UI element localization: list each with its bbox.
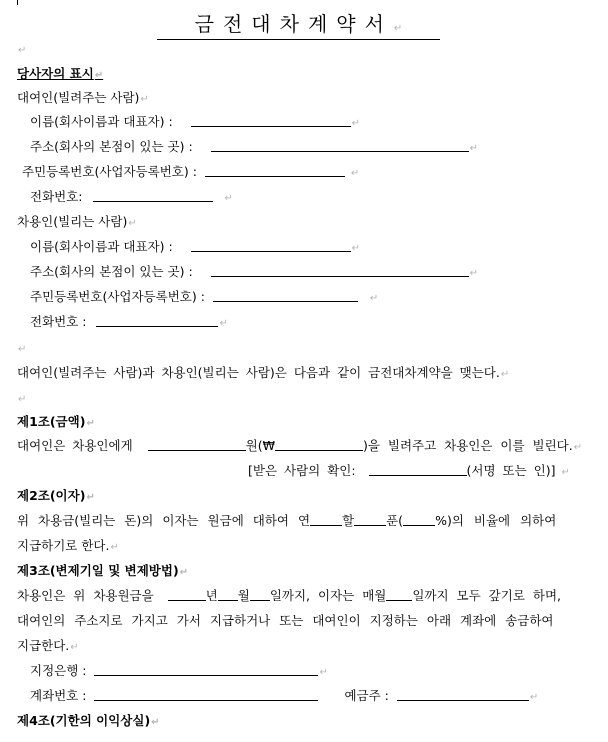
interest-pun-field[interactable] [354, 513, 386, 526]
due-month-field[interactable] [218, 588, 238, 601]
paragraph-mark-icon: ↵ [179, 567, 189, 578]
paragraph-mark-icon: ↵ [469, 143, 479, 154]
paragraph-mark-icon: ↵ [469, 268, 479, 279]
article2-text: 위 차용금(빌리는 돈)의 이자는 원금에 대하여 연 할 푼( %)의 비율에 의하여 [17, 513, 557, 528]
borrower-address-label: 주소(회사의 본점이 있는 곳) : [30, 264, 193, 279]
amount-korean-field[interactable] [148, 438, 246, 451]
paragraph-mark-icon: ↵ [573, 442, 583, 453]
paragraph-mark-icon: ↵ [500, 369, 510, 380]
paragraph-mark-icon: ↵ [140, 94, 149, 105]
paragraph-mark-icon: ↵ [393, 23, 403, 34]
borrower-address-row [30, 264, 478, 280]
lender-phone-label: 전화번호: [30, 189, 83, 204]
lender-name-row [30, 114, 360, 130]
borrower-phone-row [30, 314, 228, 330]
lender-id-label: 주민등록번호(사업자등록번호) : [22, 164, 197, 179]
paragraph-mark-icon: ↵ [319, 667, 328, 678]
account-holder-field[interactable] [397, 688, 529, 701]
paragraph-mark-icon: ↵ [18, 394, 27, 405]
amount-number-field[interactable] [275, 438, 363, 451]
borrower-name-field[interactable] [191, 239, 351, 252]
borrower-id-field[interactable] [213, 289, 358, 302]
article4-heading: 제4조(기한의 이익상실)↵ [17, 713, 160, 728]
interest-hal-field[interactable] [310, 513, 342, 526]
lender-address-row [30, 139, 478, 155]
paragraph-mark-icon: ↵ [369, 293, 379, 304]
borrower-id-label: 주민등록번호(사업자등록번호) : [30, 289, 205, 304]
borrower-id-row [30, 289, 378, 305]
article1-text: 대여인은 차용인에게 원(₩ )을 빌려주고 차용인은 이를 빌린다.↵ [17, 438, 583, 453]
paragraph-mark-icon: ↵ [86, 418, 95, 429]
paragraph-mark-icon: ↵ [128, 218, 137, 229]
article3-text: 차용인은 위 차용원금을 년 월 일까지, 이자는 매월 일까지 모두 갚기로 하며, [17, 588, 562, 603]
borrower-address-field[interactable] [211, 264, 469, 277]
paragraph-mark-icon: ↵ [351, 243, 361, 254]
paragraph-mark-icon: ↵ [18, 344, 27, 355]
article2-text-cont: 지급하기로 한다.↵ [17, 538, 119, 553]
paragraph-mark-icon: ↵ [529, 692, 539, 703]
receipt-confirmation: [받은 사람의 확인: (서명 또는 인)] ↵ [248, 463, 570, 478]
account-label: 계좌번호 : [30, 688, 87, 703]
lender-phone-row [30, 189, 233, 205]
document-title [157, 10, 440, 40]
paragraph-mark-icon: ↵ [351, 118, 361, 129]
parties-heading: 당사자의 표시↵ [17, 66, 104, 81]
holder-label: 예금주 : [344, 688, 389, 703]
preamble: 대여인(빌려주는 사람)과 차용인(빌리는 사람)은 다음과 같이 금전대차계약을 맺는다.↵ [17, 365, 510, 380]
borrower-name-row [30, 239, 360, 255]
account-number-field[interactable] [94, 688, 318, 701]
article3-text-line3: 지급한다.↵ [17, 638, 79, 653]
bank-label: 지정은행 : [30, 663, 87, 678]
lender-id-field[interactable] [205, 164, 345, 177]
paragraph-mark-icon: ↵ [94, 70, 104, 81]
lender-heading: 대여인(빌려주는 사람)↵ [17, 90, 149, 105]
article3-text-line2: 대여인의 주소지로 가지고 가서 지급하거나 또는 대여인이 지정하는 아래 계좌에 송금하여 [17, 613, 554, 628]
borrower-heading: 차용인(빌리는 사람)↵ [17, 214, 137, 229]
paragraph-mark-icon: ↵ [70, 642, 79, 653]
interest-percent-field[interactable] [403, 513, 435, 526]
bank-field[interactable] [94, 663, 318, 676]
paragraph-mark-icon: ↵ [151, 717, 160, 728]
article2-heading: 제2조(이자)↵ [17, 488, 95, 503]
paragraph-mark-icon: ↵ [18, 45, 27, 56]
article3-heading: 제3조(변제기일 및 변제방법)↵ [17, 563, 189, 578]
paragraph-mark-icon: ↵ [224, 193, 233, 204]
title-text: 금전대차계약서 [194, 12, 393, 36]
paragraph-mark-icon: ↵ [561, 467, 570, 478]
article1-heading: 제1조(금액)↵ [17, 414, 95, 429]
due-day-field[interactable] [250, 588, 270, 601]
lender-phone-field[interactable] [93, 189, 213, 202]
lender-name-field[interactable] [191, 114, 351, 127]
borrower-phone-label: 전화번호 : [30, 314, 87, 329]
interest-day-field[interactable] [386, 588, 412, 601]
lender-address-field[interactable] [211, 139, 469, 152]
lender-name-label: 이름(회사이름과 대표자) : [30, 114, 173, 129]
paragraph-mark-icon: ↵ [110, 542, 119, 553]
paragraph-mark-icon: ↵ [219, 318, 228, 329]
text-cursor [17, 0, 18, 5]
receipt-signature-field[interactable] [369, 463, 467, 476]
paragraph-mark-icon: ↵ [350, 168, 360, 179]
bank-row [30, 663, 328, 679]
borrower-name-label: 이름(회사이름과 대표자) : [30, 239, 173, 254]
account-row [30, 688, 538, 704]
lender-id-row [22, 164, 359, 180]
paragraph-mark-icon: ↵ [86, 492, 95, 503]
borrower-phone-field[interactable] [96, 314, 218, 327]
lender-address-label: 주소(회사의 본점이 있는 곳) : [30, 139, 193, 154]
due-year-field[interactable] [168, 588, 206, 601]
